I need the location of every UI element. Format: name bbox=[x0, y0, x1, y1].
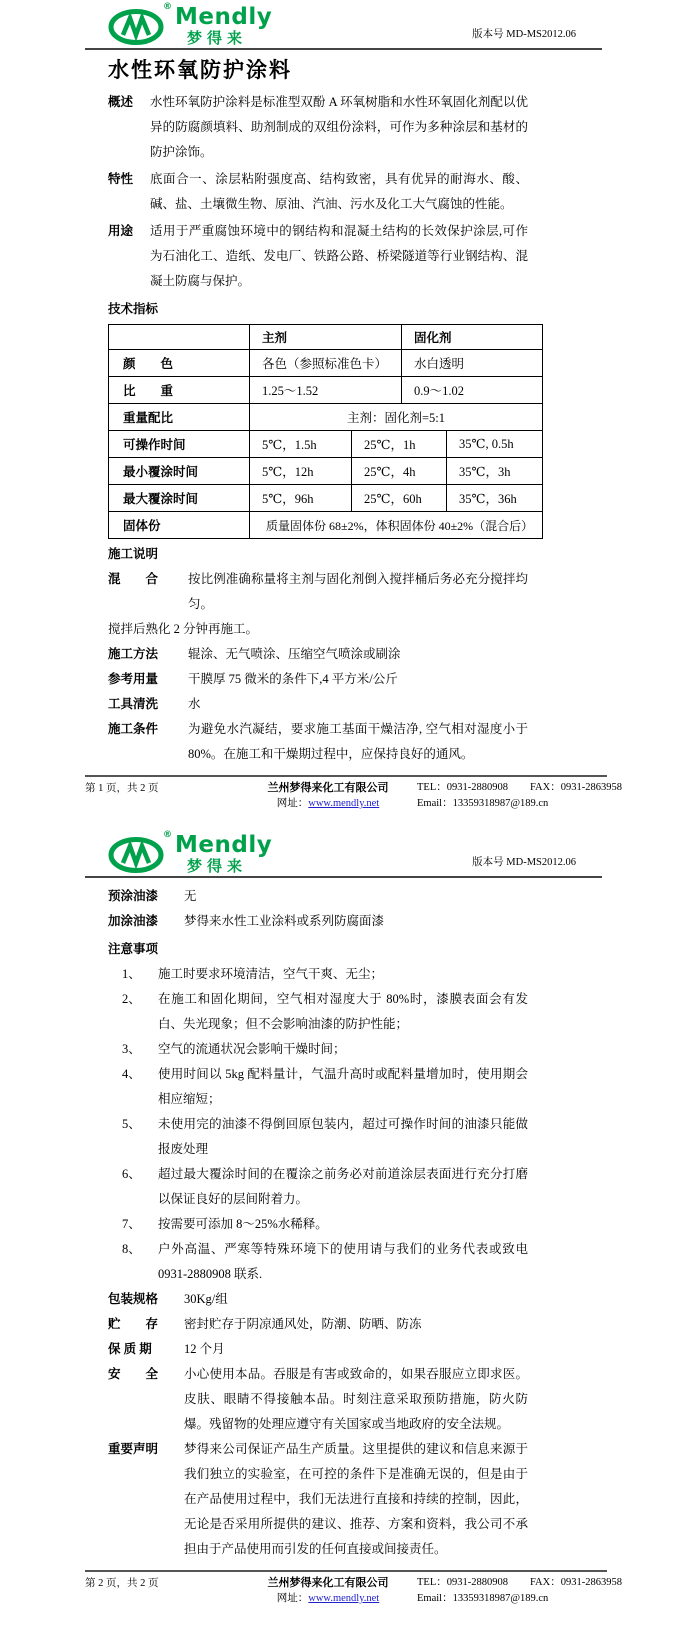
statement-text: 梦得来公司保证产品生产质量。这里提供的建议和信息来源于我们独立的实验室，在可控的条件下是准确无误的，但是由于在产品使用过程中，我们无法进行直接和持续的控制，因此，无论是否采用所提供的建议、推荐、方案和资料，我公司不承担由于产品使用而引发的任何直接或间接责任。 bbox=[184, 1442, 528, 1556]
usage-label: 用途 bbox=[108, 224, 134, 238]
brand-name-en: Mendly bbox=[175, 4, 273, 30]
cell-35c: 35℃, 0.5h bbox=[446, 431, 542, 457]
note-item-6 bbox=[108, 1162, 528, 1212]
table-row-max-recoat bbox=[109, 484, 542, 511]
note-text: 超过最大覆涂时间的在覆涂之前务必对前道涂层表面进行充分打磨以保证良好的层间附着力。 bbox=[158, 1167, 528, 1206]
page-number: 第 1 页，共 2 页 bbox=[85, 783, 159, 794]
safety-label: 安 全 bbox=[108, 1367, 159, 1381]
mixing-text-2: 搅拌后熟化 2 分钟再施工。 bbox=[108, 622, 259, 636]
tech-specs-table bbox=[108, 324, 543, 539]
features-label: 特性 bbox=[108, 172, 134, 186]
website-row bbox=[253, 1591, 403, 1607]
cell-25c: 25℃，1h bbox=[351, 431, 446, 457]
row-label: 最大覆涂时间 bbox=[123, 492, 199, 506]
row-precoat bbox=[108, 884, 528, 909]
brand-name bbox=[175, 833, 272, 874]
note-item-4 bbox=[108, 1062, 528, 1112]
cleaning-label: 工具清洗 bbox=[108, 697, 159, 711]
company-name: 兰州梦得来化工有限公司 bbox=[267, 1577, 389, 1589]
shelf-life-text: 12 个月 bbox=[184, 1342, 225, 1356]
website-prefix: 网址： bbox=[276, 1593, 309, 1604]
precoat-text: 无 bbox=[184, 889, 197, 903]
table-header-hardener: 固化剂 bbox=[401, 325, 542, 349]
website-link[interactable]: www.mendly.net bbox=[308, 798, 380, 809]
notes-heading: 注意事项 bbox=[108, 942, 159, 956]
cleaning-text: 水 bbox=[188, 697, 201, 711]
method-text: 辊涂、无气喷涂、压缩空气喷涂或刷涂 bbox=[188, 647, 401, 661]
website-link[interactable]: www.mendly.net bbox=[308, 1593, 380, 1604]
row-packing bbox=[108, 1287, 528, 1312]
table-row-min-recoat bbox=[109, 457, 542, 484]
email-label: Email：13359318987@189.cn bbox=[417, 798, 549, 809]
cell-hardener: 0.9～1.02 bbox=[401, 377, 542, 403]
storage-text: 密封贮存于阴凉通风处，防潮、防晒、防冻 bbox=[184, 1317, 422, 1331]
cell-25c: 25℃，4h bbox=[351, 458, 446, 484]
note-text: 户外高温、严寒等特殊环境下的使用请与我们的业务代表或致电 0931-2880908 联系. bbox=[158, 1242, 528, 1281]
note-number: 1、 bbox=[122, 967, 141, 981]
topcoat-text: 梦得来水性工业涂料或系列防腐面漆 bbox=[184, 914, 385, 928]
note-text: 在施工和固化期间，空气相对湿度大于 80%时，漆膜表面会有发白、失光现象；但不会影响油漆的防护性能； bbox=[158, 992, 528, 1031]
cell-35c: 35℃，36h bbox=[446, 485, 542, 511]
note-text: 使用时间以 5kg 配料量计，气温升高时或配料量增加时，使用期会相应缩短； bbox=[158, 1067, 528, 1106]
cell-25c: 25℃，60h bbox=[351, 485, 446, 511]
safety-text: 小心使用本品。吞服是有害或致命的，如果吞服应立即求医。皮肤、眼睛不得接触本品。时刻注意采取预防措施，防火防爆。残留物的处理应遵守有关国家或当地政府的安全法规。 bbox=[184, 1367, 528, 1431]
note-text: 施工时要求环境清洁，空气干爽、无尘； bbox=[158, 967, 384, 981]
brand-name-cn: 梦得来 bbox=[187, 857, 248, 875]
brand-logo bbox=[108, 830, 273, 875]
overview-text: 水性环氧防护涂料是标准型双酚 A 环氧树脂和水性环氧固化剂配以优异的防腐颜填料、助剂制成的双组份涂料，可作为多种涂层和基材的防护涂饰。 bbox=[150, 95, 528, 159]
note-number: 5、 bbox=[122, 1117, 141, 1131]
conditions-text: 为避免水汽凝结，要求施工基面干燥洁净, 空气相对湿度小于 80%。在施工和干燥期过程中，应保持良好的通风。 bbox=[188, 722, 528, 761]
row-safety bbox=[108, 1362, 528, 1437]
note-text: 按需要可添加 8～25%水稀释。 bbox=[158, 1217, 328, 1231]
cell-ratio: 主剂：固化剂=5:1 bbox=[249, 404, 542, 430]
table-row-solids bbox=[109, 511, 542, 538]
row-label: 可操作时间 bbox=[123, 438, 186, 452]
note-text: 未使用完的油漆不得倒回原包装内，超过可操作时间的油漆只能做报废处理 bbox=[158, 1117, 528, 1156]
cell-5c: 5℃，12h bbox=[249, 458, 351, 484]
page-number: 第 2 页，共 2 页 bbox=[85, 1578, 159, 1589]
note-item-3 bbox=[108, 1037, 528, 1062]
note-item-7 bbox=[108, 1212, 528, 1237]
table-header-row bbox=[109, 325, 542, 349]
cell-5c: 5℃，96h bbox=[249, 485, 351, 511]
registered-mark: ® bbox=[163, 2, 172, 12]
page2-footer bbox=[85, 1570, 622, 1607]
page-header bbox=[85, 0, 602, 50]
note-text: 空气的流通状况会影响干燥时间； bbox=[158, 1042, 346, 1056]
packing-text: 30Kg/组 bbox=[184, 1292, 228, 1306]
method-label: 施工方法 bbox=[108, 647, 159, 661]
note-number: 7、 bbox=[122, 1217, 141, 1231]
features-text: 底面合一、涂层粘附强度高、结构致密，具有优异的耐海水、酸、碱、盐、土壤微生物、原油、汽油、污水及化工大气腐蚀的性能。 bbox=[150, 172, 528, 211]
fax-label: FAX：0931-2863958 bbox=[530, 1577, 622, 1588]
shelf-life-label: 保 质 期 bbox=[108, 1342, 152, 1356]
note-item-5 bbox=[108, 1112, 528, 1162]
section-overview bbox=[108, 90, 528, 165]
row-storage bbox=[108, 1312, 528, 1337]
brand-logo bbox=[108, 2, 273, 47]
table-row-gravity bbox=[109, 376, 542, 403]
row-conditions bbox=[108, 717, 528, 767]
row-label: 重量配比 bbox=[123, 411, 174, 425]
mixing-label: 混 合 bbox=[108, 572, 159, 586]
mixing-text: 按比例准确称量将主剂与固化剂倒入搅拌桶后务必充分搅拌均匀。 bbox=[188, 572, 528, 611]
page-title: 水性环氧防护涂料 bbox=[108, 58, 292, 82]
table-header-empty-cell bbox=[109, 325, 249, 349]
table-row-pot-life bbox=[109, 430, 542, 457]
row-topcoat bbox=[108, 909, 528, 934]
brand-name bbox=[175, 5, 272, 46]
row-shelf-life bbox=[108, 1337, 528, 1362]
page-1 bbox=[0, 0, 687, 812]
note-item-8 bbox=[108, 1237, 528, 1287]
tech-specs-heading: 技术指标 bbox=[108, 302, 159, 316]
cell-main: 1.25～1.52 bbox=[249, 377, 401, 403]
table-row-color bbox=[109, 349, 542, 376]
table-header-main: 主剂 bbox=[249, 325, 401, 349]
section-features bbox=[108, 167, 528, 217]
row-dosage bbox=[108, 667, 528, 692]
cell-35c: 35℃，3h bbox=[446, 458, 542, 484]
row-statement bbox=[108, 1437, 528, 1562]
note-number: 4、 bbox=[122, 1067, 141, 1081]
dosage-label: 参考用量 bbox=[108, 672, 159, 686]
tel-label: TEL：0931-2880908 bbox=[417, 782, 508, 793]
version-label: 版本号 MD-MS2012.06 bbox=[472, 29, 576, 40]
row-cleaning bbox=[108, 692, 528, 717]
brand-name-en: Mendly bbox=[175, 832, 273, 858]
section-usage bbox=[108, 219, 528, 294]
usage-text: 适用于严重腐蚀环境中的钢结构和混凝土结构的长效保护涂层,可作为石油化工、造纸、发电厂、铁路公路、桥梁隧道等行业钢结构、混凝土防腐与保护。 bbox=[150, 224, 528, 288]
email-label: Email：13359318987@189.cn bbox=[417, 1593, 549, 1604]
topcoat-label: 加涂油漆 bbox=[108, 914, 159, 928]
note-item-1 bbox=[108, 962, 528, 987]
note-number: 2、 bbox=[122, 992, 141, 1006]
mendly-oval-m-icon bbox=[108, 2, 172, 47]
cell-solids: 质量固体份 68±2%，体积固体份 40±2%（混合后） bbox=[249, 512, 542, 538]
version-label: 版本号 MD-MS2012.06 bbox=[472, 857, 576, 868]
note-number: 8、 bbox=[122, 1242, 141, 1256]
tel-label: TEL：0931-2880908 bbox=[417, 1577, 508, 1588]
row-label: 固体份 bbox=[123, 519, 161, 533]
mendly-oval-m-icon bbox=[108, 830, 172, 875]
statement-label: 重要声明 bbox=[108, 1442, 159, 1456]
cell-main: 各色（参照标准色卡） bbox=[249, 350, 401, 376]
page1-footer bbox=[85, 775, 622, 812]
precoat-label: 预涂油漆 bbox=[108, 889, 159, 903]
dosage-text: 干膜厚 75 微米的条件下,4 平方米/公斤 bbox=[188, 672, 398, 686]
row-label: 比 重 bbox=[123, 384, 174, 398]
cell-hardener: 水白透明 bbox=[401, 350, 542, 376]
registered-mark: ® bbox=[163, 830, 172, 840]
fax-label: FAX：0931-2863958 bbox=[530, 782, 622, 793]
note-number: 3、 bbox=[122, 1042, 141, 1056]
row-label: 颜 色 bbox=[123, 357, 174, 371]
table-row-mix-ratio bbox=[109, 403, 542, 430]
note-number: 6、 bbox=[122, 1167, 141, 1181]
row-label: 最小覆涂时间 bbox=[123, 465, 199, 479]
row-method bbox=[108, 642, 528, 667]
company-name: 兰州梦得来化工有限公司 bbox=[267, 782, 389, 794]
website-row bbox=[253, 796, 403, 812]
overview-label: 概述 bbox=[108, 95, 134, 109]
website-prefix: 网址： bbox=[276, 798, 309, 809]
brand-name-cn: 梦得来 bbox=[187, 29, 248, 47]
row-mixing bbox=[108, 567, 528, 617]
cell-5c: 5℃，1.5h bbox=[249, 431, 351, 457]
conditions-label: 施工条件 bbox=[108, 722, 159, 736]
note-item-2 bbox=[108, 987, 528, 1037]
construction-heading: 施工说明 bbox=[108, 547, 159, 561]
storage-label: 贮 存 bbox=[108, 1317, 159, 1331]
packing-label: 包装规格 bbox=[108, 1292, 159, 1306]
page-header bbox=[85, 828, 602, 878]
page-2 bbox=[0, 828, 687, 1607]
